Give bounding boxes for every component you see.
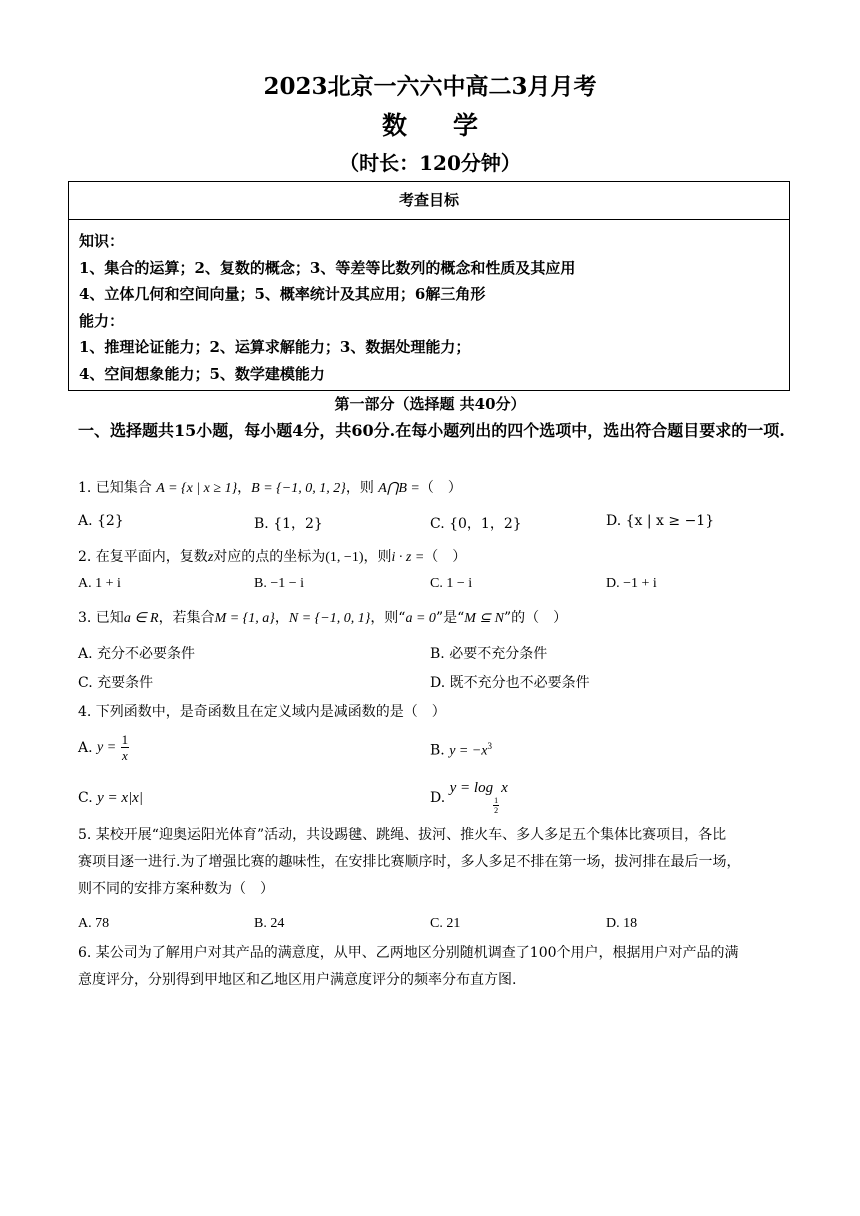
- subject-char-2: 学: [453, 111, 479, 140]
- objectives-line: 4、立体几何和空间向量；5、概率统计及其应用；6解三角形: [79, 285, 486, 303]
- question-5-option-c: C. 21: [430, 916, 461, 931]
- question-3-option-c: C. 充要条件: [78, 675, 154, 691]
- subject-title: [0, 106, 860, 142]
- point-coordinate: (1, −1): [325, 550, 364, 565]
- question-4-stem: 4. 下列函数中，是奇函数且在定义域内是减函数的是（ ）: [78, 704, 446, 720]
- question-6-stem: 6. 某公司为了解用户对其产品的满意度，从甲、乙两地区分别随机调查了100个用户，根据用户对产品的满 意度评分，分别得到甲地区和乙地区用户满意度评分的频率分布直方图.: [78, 945, 739, 988]
- objectives-body: [69, 220, 789, 387]
- objectives-line: 知识：: [79, 232, 125, 250]
- section-instructions: 一、选择题共15小题，每小题4分，共60分.在每小题列出的四个选项中，选出符合题目要求的一项.: [78, 421, 785, 440]
- question-4-option-b: B. $y = -x^3$: [430, 741, 493, 759]
- objectives-line: 1、推理论证能力；2、运算求解能力；3、数据处理能力；: [79, 338, 471, 356]
- product-expr: i · z =: [391, 550, 425, 565]
- question-1-option-c: C. {0，1，2}: [430, 516, 522, 532]
- question-3-option-d: D. 既不充分也不必要条件: [430, 675, 590, 691]
- question-5-option-a: A. 78: [78, 916, 110, 931]
- question-4-option-a: A. y = $\frac{1}{x}$: [78, 732, 129, 763]
- question-4-option-c: C. y = x|x|: [78, 790, 143, 806]
- question-1-option-b: B. {1，2}: [254, 516, 323, 532]
- objectives-line: 4、空间想象能力；5、数学建模能力: [79, 364, 325, 383]
- objectives-line: 能力：: [79, 311, 125, 330]
- exam-duration: （时长：120分钟）: [339, 151, 521, 175]
- question-5-stem: 5. 某校开展“迎奥运阳光体育”活动，共设踢毽、跳绳、拔河、推火车、多人多足五个集体比赛项目，各比 赛项目逐一进行.为了增强比赛的趣味性，在安排比赛顺序时，多人多足不排在第一场，拔河排在最后一场， 则不同的安排方案种数为（ ）: [78, 827, 741, 897]
- question-3-option-a: A. 充分不必要条件: [78, 646, 196, 662]
- question-3-stem: 3. 已知a ∈ R，若集合M = {1, a}，N = {−1, 0, 1}，则“a = 0”是“M ⊆ N”的（ ）: [78, 610, 568, 626]
- question-2-option-d: D. −1 + i: [606, 576, 657, 591]
- objectives-table: [68, 181, 790, 391]
- objectives-line: 1、集合的运算；2、复数的概念；3、等差等比数列的概念和性质及其应用: [79, 258, 576, 277]
- set-a-expr: A = {x | x ≥ 1}: [156, 481, 238, 496]
- exam-title: 2023北京一六六中高二3月月考: [263, 73, 597, 100]
- question-5-option-b: B. 24: [254, 916, 285, 931]
- question-3-option-b: B. 必要不充分条件: [430, 646, 548, 662]
- question-2-option-b: B. −1 − i: [254, 576, 305, 591]
- question-2-stem: 2. 在复平面内，复数z对应的点的坐标为(1, −1)，则i · z =（ ）: [78, 549, 467, 565]
- question-1-stem: 1. 已知集合 A = {x | x ≥ 1}，B = {−1, 0, 1, 2}，则 A⋂B =（ ）: [78, 480, 462, 496]
- question-2-option-c: C. 1 − i: [430, 576, 473, 591]
- question-1-option-d: D. {x | x ≥ −1}: [606, 513, 715, 529]
- set-b-expr: B = {−1, 0, 1, 2}: [251, 481, 346, 496]
- question-5-option-d: D. 18: [606, 916, 638, 931]
- intersection-expr: A⋂B =: [378, 481, 420, 496]
- question-1-option-a: A. {2}: [78, 513, 124, 529]
- subject-char-1: 数: [381, 111, 407, 140]
- objectives-heading: 考查目标: [69, 182, 789, 220]
- part-heading: 第一部分（选择题 共40分）: [334, 395, 526, 413]
- question-2-option-a: A. 1 + i: [78, 576, 121, 591]
- question-4-option-d: D. y = log $\frac{1}{2}$ x: [430, 780, 508, 815]
